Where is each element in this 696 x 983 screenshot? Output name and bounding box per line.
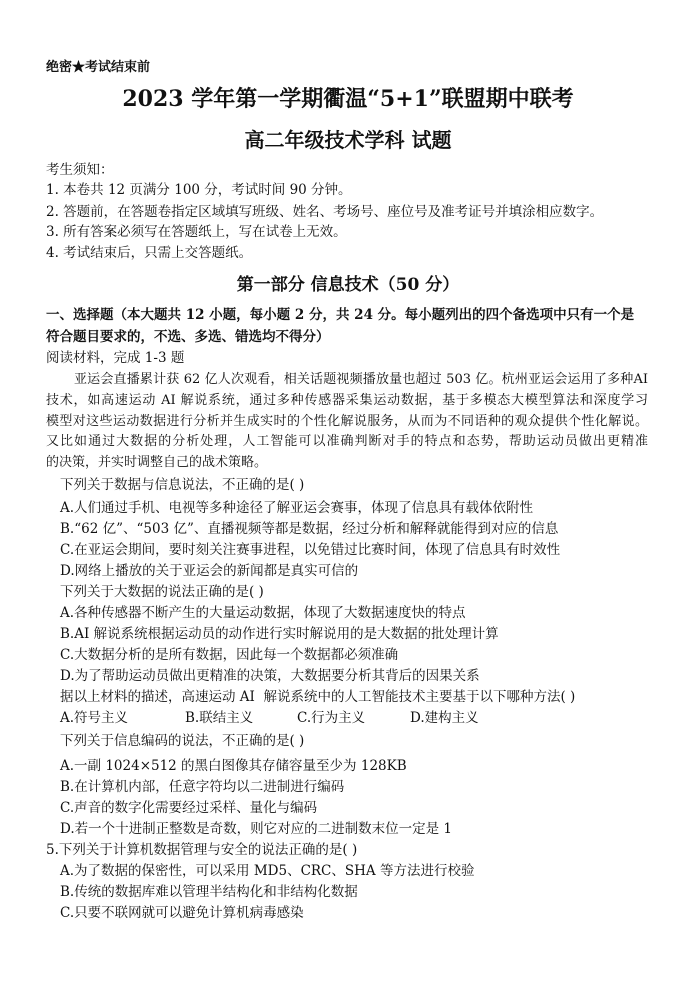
exam-subtitle: 高二年级技术学科 试题	[244, 128, 452, 152]
notice-item-3: 3. 所有答案必须写在答题纸上，写在试卷上无效。	[46, 224, 347, 240]
notice-item-4: 4. 考试结束后，只需上交答题纸。	[46, 245, 253, 261]
reading-intro: 阅读材料，完成 1-3 题	[46, 350, 185, 366]
q5-option-a: A.为了数据的保密性，可以采用 MD5、CRC、SHA 等方法进行校验	[60, 863, 475, 879]
q3-option-b: B.联结主义	[185, 710, 254, 726]
q4-option-b: B.在计算机内部，任意字符均以二进制进行编码	[60, 779, 345, 795]
q1-option-a: A.人们通过手机、电视等多种途径了解亚运会赛事，体现了信息具有载体依附性	[60, 500, 534, 516]
q3-stem: 据以上材料的描述，高速运动 AI 解说系统中的人工智能技术主要基于以下哪种方法( )	[60, 689, 576, 705]
material-line-3: 模型对这些运动数据进行分析并生成实时的个性化解说服务，从而为不同语种的观众提供个性化解说。	[46, 414, 648, 429]
q4-option-d: D.若一个十进制正整数是奇数，则它对应的二进制数末位一定是 1	[60, 821, 453, 837]
notice-heading: 考生须知：	[46, 162, 114, 178]
notice-item-1: 1. 本卷共 12 页满分 100 分，考试时间 90 分钟。	[46, 182, 352, 198]
q2-stem: 下列关于大数据的说法正确的是( )	[60, 584, 264, 600]
q3-option-c: C.行为主义	[297, 710, 366, 726]
q1-option-c: C.在亚运会期间，要时刻关注赛事进程，以免错过比赛时间，体现了信息具有时效性	[60, 542, 561, 558]
q3-option-d: D.建构主义	[410, 710, 479, 726]
section-heading-line-2: 符合题目要求的，不选、多选、错选均不得分）	[46, 329, 330, 345]
material-line-4: 又比如通过大数据的分析处理，人工智能可以准确判断对手的特点和态势，帮助运动员做出更精准	[46, 434, 648, 449]
material-line-5: 的决策，并实时调整自己的战术策略。	[46, 455, 268, 470]
q4-option-c: C.声音的数字化需要经过采样、量化与编码	[60, 800, 318, 816]
material-line-1: 亚运会直播累计获 62 亿人次观看，相关话题视频播放量也超过 503 亿。杭州亚运会运用了多种AI	[74, 372, 648, 387]
q1-option-d: D.网络上播放的关于亚运会的新闻都是真实可信的	[60, 563, 359, 579]
q5-option-b: B.传统的数据库难以管理半结构化和非结构化数据	[60, 884, 358, 900]
notice-item-2: 2. 答题前，在答题卷指定区域填写班级、姓名、考场号、座位号及准考证号并填涂相应数字。	[46, 204, 604, 220]
q4-stem: 下列关于信息编码的说法，不正确的是( )	[60, 733, 305, 749]
q1-stem: 下列关于数据与信息说法，不正确的是( )	[60, 477, 305, 493]
q3-option-a: A.符号主义	[60, 710, 129, 726]
q1-option-b: B.“62 亿”、“503 亿”、直播视频等都是数据，经过分析和解释就能得到对应的信息	[60, 521, 559, 537]
q5-stem: 5.下列关于计算机数据管理与安全的说法正确的是( )	[46, 842, 358, 858]
q2-option-c: C.大数据分析的是所有数据，因此每一个数据都必须准确	[60, 647, 399, 663]
q5-option-c: C.只要不联网就可以避免计算机病毒感染	[60, 905, 304, 921]
confidential-label: 绝密★考试结束前	[46, 60, 151, 75]
q2-option-b: B.AI 解说系统根据运动员的动作进行实时解说用的是大数据的批处理计算	[60, 626, 499, 642]
section-heading-line-1: 一、选择题（本大题共 12 小题，每小题 2 分，共 24 分。每小题列出的四个备选项中只有一个是	[46, 307, 635, 323]
part1-heading: 第一部分 信息技术（50 分）	[236, 275, 460, 295]
q4-option-a: A.一副 1024×512 的黑白图像其存储容量至少为 128KB	[60, 758, 407, 774]
exam-title: 2023 学年第一学期衢温“5+1”联盟期中联考	[122, 86, 574, 112]
q2-option-a: A.各种传感器不断产生的大量运动数据，体现了大数据速度快的特点	[60, 605, 466, 621]
q2-option-d: D.为了帮助运动员做出更精准的决策，大数据要分析其背后的因果关系	[60, 668, 480, 684]
material-line-2: 技术，如高速运动 AI 解说系统，通过多种传感器采集运动数据，基于多模态大模型算法和深度学习	[46, 393, 648, 408]
